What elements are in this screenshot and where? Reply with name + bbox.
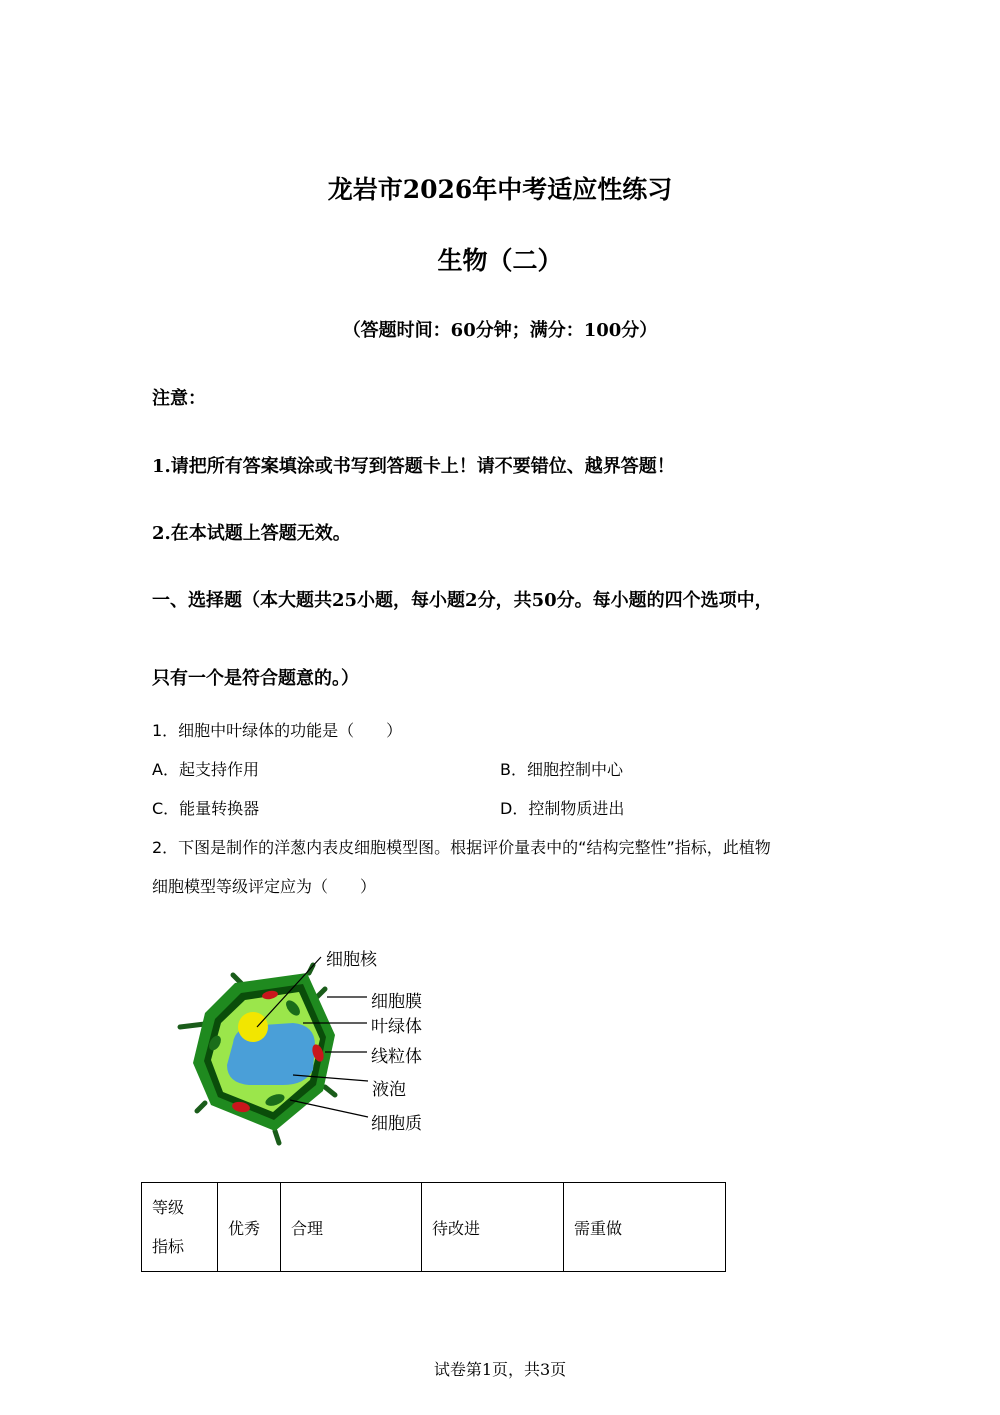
nucleus-shape [238, 1012, 268, 1042]
plant-cell-illustration [175, 935, 475, 1150]
level-reasonable: 合理 [281, 1183, 422, 1272]
exam-info: （答题时间：60分钟；满分：100分） [342, 320, 658, 341]
question-2-stem-line2: 细胞模型等级评定应为（ ） [152, 877, 377, 896]
question-2-stem-line1: 2．下图是制作的洋葱内表皮细胞模型图。根据评价量表中的“结构完整性”指标，此植物 [152, 838, 771, 857]
grade-table [141, 1182, 726, 1272]
section-heading-line2: 只有一个是符合题意的。） [152, 668, 359, 689]
header-grade: 等级 [152, 1198, 185, 1217]
plant-cell-diagram [175, 935, 475, 1150]
table-header-cell [142, 1183, 218, 1272]
level-redo: 需重做 [564, 1183, 726, 1272]
notice-item-1: 1.请把所有答案填涂或书写到答题卡上！请不要错位、越界答题！ [152, 456, 675, 477]
subject-title: 生物（二） [437, 246, 563, 275]
question-1-option-d: D．控制物质进出 [500, 799, 625, 818]
question-1-option-c: C．能量转换器 [152, 799, 260, 818]
label-cytoplasm: 细胞质 [371, 1114, 422, 1134]
section-heading-line1: 一、选择题（本大题共25小题，每小题2分，共50分。每小题的四个选项中， [152, 590, 773, 611]
question-1-stem: 1．细胞中叶绿体的功能是（ ） [152, 721, 403, 740]
notice-item-2: 2.在本试题上答题无效。 [152, 523, 351, 544]
table-row [142, 1183, 726, 1272]
question-1-option-b: B．细胞控制中心 [500, 760, 623, 779]
level-excellent: 优秀 [218, 1183, 281, 1272]
notice-heading: 注意： [152, 388, 206, 409]
label-mitochondria: 线粒体 [371, 1047, 422, 1067]
question-1-option-a: A．起支持作用 [152, 760, 259, 779]
label-chloroplast: 叶绿体 [371, 1017, 422, 1037]
header-indicator: 指标 [152, 1237, 185, 1256]
page-footer: 试卷第1页，共3页 [433, 1360, 567, 1379]
exam-title: 龙岩市2026年中考适应性练习 [327, 175, 673, 204]
level-needs-improvement: 待改进 [422, 1183, 564, 1272]
label-nucleus: 细胞核 [326, 950, 377, 970]
label-cell-membrane: 细胞膜 [371, 992, 422, 1012]
label-vacuole: 液泡 [372, 1080, 406, 1100]
